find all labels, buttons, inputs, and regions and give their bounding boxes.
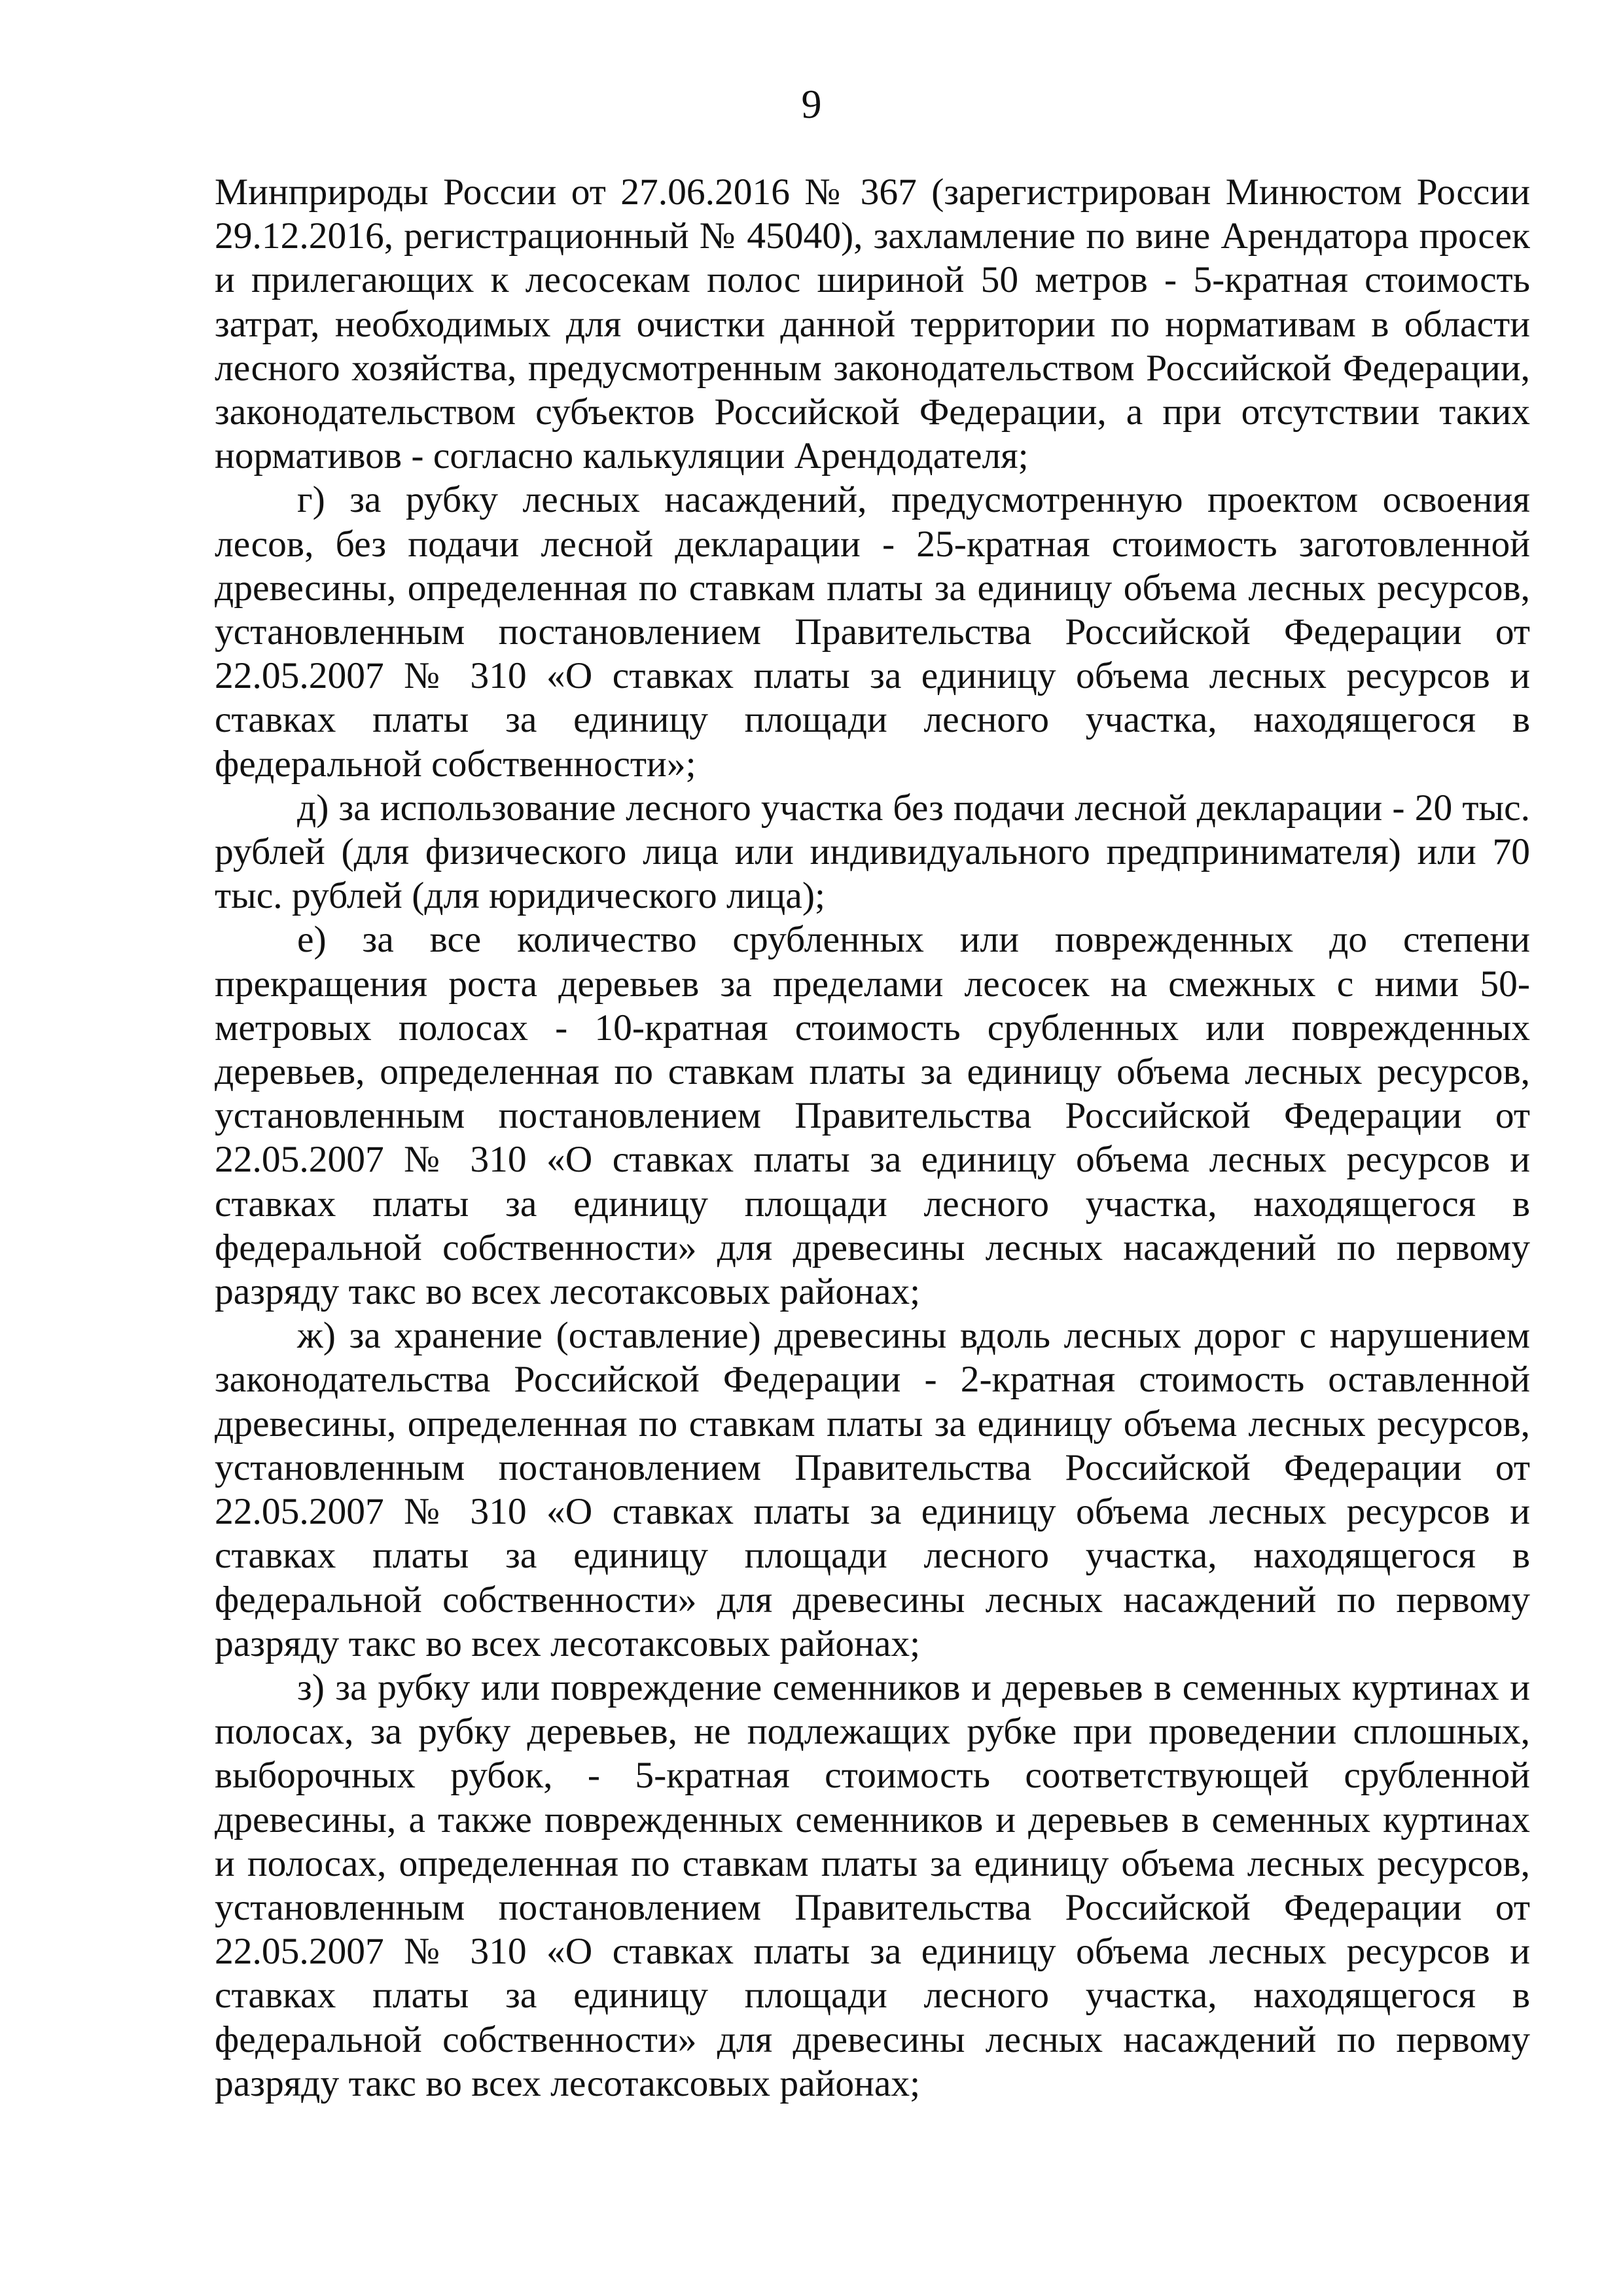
paragraph-continuation: Минприроды России от 27.06.2016 № 367 (зарегистрирован Минюстом России 29.12.2016, регистрационный № 45040), захламление по вине Арендатора просек и прилегающих к лесосекам полос шириной 50 метров - 5-кратная стоимость затрат, необходимых для очистки данной территории по нормативам в области лесного хозяйства, предусмотренным законодательством Российской Федерации, законодательством субъектов Российской Федерации, а при отсутствии таких нормативов - согласно калькуляции Арендодателя; — [215, 171, 1530, 477]
paragraph-item-g: г) за рубку лесных насаждений, предусмотренную проектом освоения лесов, без подачи лесной декларации - 25-кратная стоимость заготовленной древесины, определенная по ставкам платы за единицу объема лесных ресурсов, установленным постановлением Правительства Российской Федерации от 22.05.2007 № 310 «О ставках платы за единицу объема лесных ресурсов и ставках платы за единицу площади лесного участка, находящегося в федеральной собственности»; — [215, 479, 1530, 785]
document-body — [215, 170, 1530, 2106]
paragraph-item-d: д) за использование лесного участка без подачи лесной декларации - 20 тыс. рублей (для физического лица или индивидуального предпринимателя) или 70 тыс. рублей (для юридического лица); — [215, 787, 1530, 917]
paragraph-item-z: з) за рубку или повреждение семенников и деревьев в семенных куртинах и полосах, за рубку деревьев, не подлежащих рубке при проведении сплошных, выборочных рубок, - 5-кратная стоимость соответствующей срубленной древесины, а также поврежденных семенников и деревьев в семенных куртинах и полосах, определенная по ставкам платы за единицу объема лесных ресурсов, установленным постановлением Правительства Российской Федерации от 22.05.2007 № 310 «О ставках платы за единицу объема лесных ресурсов и ставках платы за единицу площади лесного участка, находящегося в федеральной собственности» для древесины лесных насаждений по первому разряду такс во всех лесотаксовых районах; — [215, 1666, 1530, 2104]
paragraph-item-zh: ж) за хранение (оставление) древесины вдоль лесных дорог с нарушением законодательства Российской Федерации - 2-кратная стоимость оставленной древесины, определенная по ставкам платы за единицу объема лесных ресурсов, установленным постановлением Правительства Российской Федерации от 22.05.2007 № 310 «О ставках платы за единицу объема лесных ресурсов и ставках платы за единицу площади лесного участка, находящегося в федеральной собственности» для древесины лесных насаждений по первому разряду такс во всех лесотаксовых районах; — [215, 1315, 1530, 1664]
page-number: 9 — [801, 82, 822, 127]
paragraph-item-e: е) за все количество срубленных или поврежденных до степени прекращения роста деревьев за пределами лесосек на смежных с ними 50-метровых полосах - 10-кратная стоимость срубленных или поврежденных деревьев, определенная по ставкам платы за единицу объема лесных ресурсов, установленным постановлением Правительства Российской Федерации от 22.05.2007 № 310 «О ставках платы за единицу объема лесных ресурсов и ставках платы за единицу площади лесного участка, находящегося в федеральной собственности» для древесины лесных насаждений по первому разряду такс во всех лесотаксовых районах; — [215, 919, 1530, 1313]
